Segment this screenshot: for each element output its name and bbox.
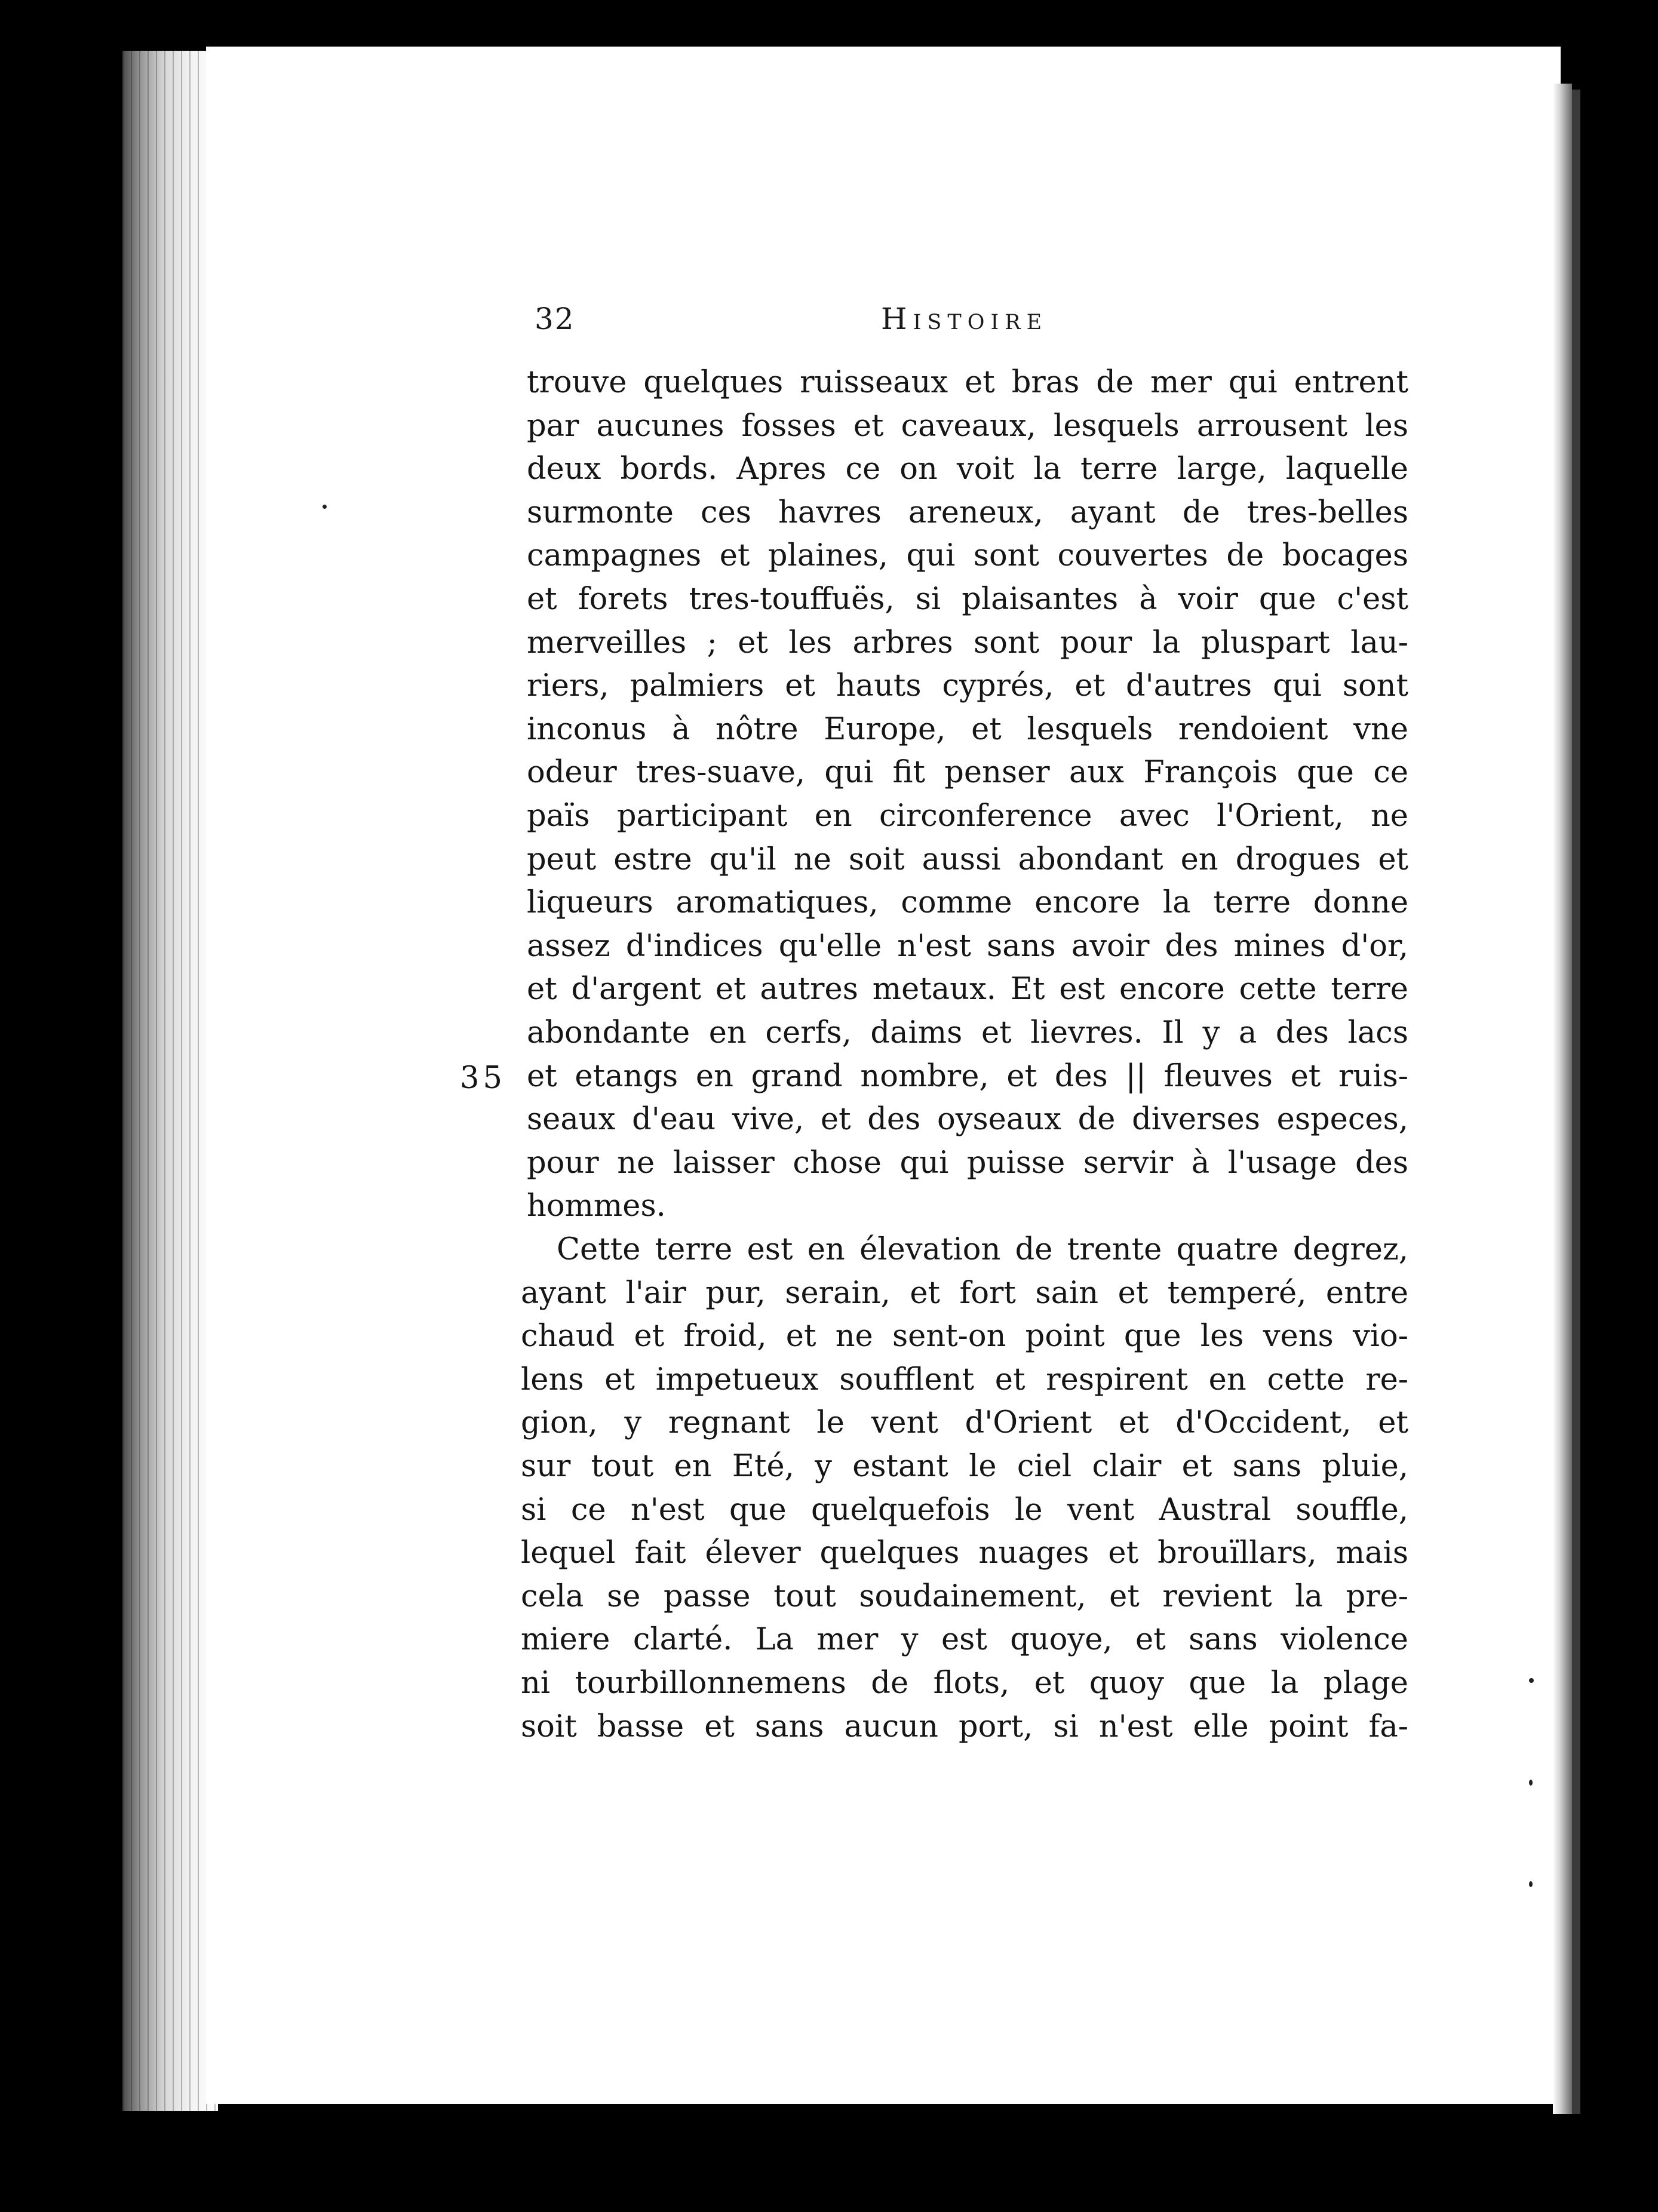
- text-line: lequel fait élever quelques nuages et brouïllars, mais: [521, 1535, 1408, 1571]
- text-line: et etangs en grand nombre, et des || fleuves et ruis-: [527, 1058, 1408, 1094]
- text-line: cela se passe tout soudainement, et revient la pre-: [521, 1578, 1408, 1614]
- text-line: abondante en cerfs, daims et lievres. Il y a des lacs: [527, 1015, 1408, 1050]
- running-head: [535, 302, 1275, 343]
- text-line: peut estre qu'il ne soit aussi abondant en drogues et: [527, 841, 1408, 877]
- text-line: sur tout en Eté, y estant le ciel clair et sans pluie,: [521, 1449, 1408, 1484]
- text-line: inconus à nôtre Europe, et lesquels rendoient vne: [527, 711, 1408, 747]
- text-line: par aucunes fosses et caveaux, lesquels arrousent les: [527, 408, 1408, 444]
- text-line: riers, palmiers et hauts cyprés, et d'autres qui sont: [527, 668, 1408, 704]
- speck: [1529, 1780, 1533, 1786]
- page-number: 32: [535, 302, 575, 336]
- text-line: odeur tres-suave, qui fit penser aux François que ce: [527, 755, 1408, 791]
- text-line: merveilles ; et les arbres sont pour la pluspart lau-: [527, 625, 1408, 660]
- page-edge-shadow: [1553, 84, 1572, 2114]
- text-line: païs participant en circonference avec l'Orient, ne: [527, 798, 1408, 834]
- text-line: ni tourbillonnemens de flots, et quoy que la plage: [521, 1666, 1408, 1701]
- text-line: pour ne laisser chose qui puisse servir à l'usage des: [527, 1145, 1408, 1181]
- text-line: seaux d'eau vive, et des oyseaux de diverses especes,: [527, 1102, 1408, 1138]
- text-line: campagnes et plaines, qui sont couvertes de bocages: [527, 538, 1408, 574]
- text-line: ayant l'air pur, serain, et fort sain et temperé, entre: [521, 1275, 1408, 1311]
- text-line: assez d'indices qu'elle n'est sans avoir des mines d'or,: [527, 928, 1408, 964]
- text-line: deux bords. Apres ce on voit la terre large, laquelle: [527, 451, 1408, 487]
- text-line: lens et impetueux soufflent et respirent en cette re-: [521, 1362, 1408, 1397]
- text-line: chaud et froid, et ne sent-on point que les vens vio-: [521, 1319, 1408, 1354]
- running-title: Histoire: [881, 302, 1048, 336]
- speck: [323, 505, 327, 509]
- text-line: liqueurs aromatiques, comme encore la terre donne: [527, 885, 1408, 921]
- text-line: et d'argent et autres metaux. Et est encore cette terre: [527, 972, 1408, 1007]
- speck: [1529, 1881, 1533, 1887]
- text-line: trouve quelques ruisseaux et bras de mer qui entrent: [527, 365, 1408, 400]
- speck: [1529, 1678, 1534, 1683]
- text-line: miere clarté. La mer y est quoye, et sans violence: [521, 1622, 1408, 1658]
- text-line: gion, y regnant le vent d'Orient et d'Occident, et: [521, 1405, 1408, 1441]
- text-line: si ce n'est que quelquefois le vent Austral souffle,: [521, 1492, 1408, 1528]
- text-line: surmonte ces havres areneux, ayant de tres-belles: [527, 494, 1408, 530]
- margin-line-number: 35: [460, 1061, 506, 1096]
- text-line: Cette terre est en élevation de trente quatre degrez,: [557, 1232, 1408, 1267]
- page-stack-edges: [122, 51, 218, 2111]
- text-line: soit basse et sans aucun port, si n'est elle point fa-: [521, 1709, 1408, 1744]
- text-line: hommes.: [527, 1188, 666, 1224]
- page-edge-dark: [1572, 90, 1580, 2114]
- text-line: et forets tres-touffuës, si plaisantes à voir que c'est: [527, 582, 1408, 617]
